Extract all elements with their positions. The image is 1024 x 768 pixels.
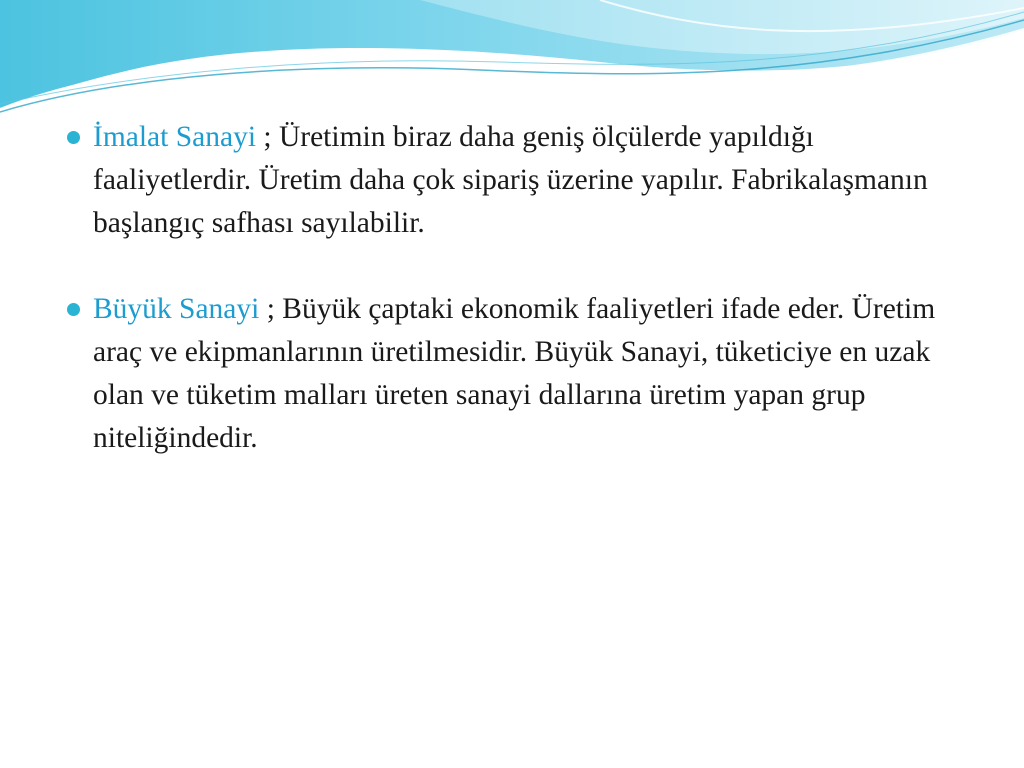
- bullet-term: İmalat Sanayi: [93, 121, 257, 153]
- bullet-item-buyuk-sanayi: [66, 288, 976, 460]
- bullet-dot-icon: [67, 131, 80, 144]
- header-wave-decoration: [0, 0, 1024, 130]
- bullet-item-imalat-sanayi: [66, 116, 976, 245]
- bullet-dot-icon: [67, 303, 80, 316]
- bullet-text: ; Üretimin biraz daha geniş ölçülerde yapıldığı faaliyetlerdir. Üretim daha çok sipariş üzerine yapılır. Fabrikalaşmanın başlangıç safhası sayılabilir.: [93, 121, 928, 239]
- bullet-term: Büyük Sanayi: [93, 293, 260, 325]
- bullet-text: ; Büyük çaptaki ekonomik faaliyetleri ifade eder. Üretim araç ve ekipmanlarının üretilmesidir. Büyük Sanayi, tüketiciye en uzak olan ve tüketim malları üreten sanayi dallarına üretim yapan grup niteliğindedir.: [93, 293, 936, 454]
- bullet-list: [66, 116, 976, 460]
